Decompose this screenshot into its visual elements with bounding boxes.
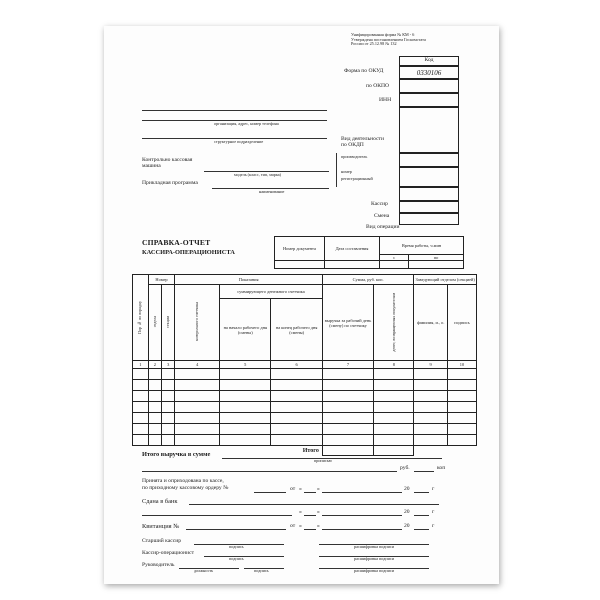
inn-cell[interactable] <box>399 93 459 107</box>
col-num: 3 <box>162 361 175 369</box>
signature-caption: подпись <box>229 544 244 549</box>
total-revenue-label: Итого выручка в сумме <box>142 451 211 458</box>
col-num: 7 <box>322 361 373 369</box>
manufacturer-cell[interactable] <box>399 153 459 167</box>
cashier-label: Кассир <box>371 201 388 207</box>
division-caption: структурное подразделение <box>214 139 264 144</box>
col-num: 1 <box>133 361 149 369</box>
bank-line[interactable] <box>189 504 439 505</box>
in-words-caption: прописью <box>314 458 332 463</box>
col-num: 8 <box>374 361 414 369</box>
bank-day-field[interactable] <box>304 515 316 516</box>
table-row[interactable] <box>133 391 477 402</box>
doc-date-header: Дата составления <box>325 237 380 261</box>
col-2-header: отдела <box>148 285 161 361</box>
rub-label: руб. <box>400 465 410 471</box>
okdp-label: Вид деятельности по ОКДП <box>341 136 384 149</box>
signature-caption-3: подпись <box>254 568 269 573</box>
inn-label: ИНН <box>379 97 392 103</box>
counters-header: суммирующего денежного счетчика <box>220 285 323 299</box>
receipt-year-suffix: г <box>432 523 435 529</box>
receipt-year-field[interactable] <box>414 529 429 530</box>
readings-header: Показания <box>175 275 322 285</box>
col-num: 5 <box>220 361 271 369</box>
col-num: 9 <box>414 361 448 369</box>
okud-label: Форма по ОКУД <box>344 68 384 74</box>
year-prefix: 20 <box>404 486 410 492</box>
table-row[interactable] <box>133 402 477 413</box>
from-label: от <box>290 486 296 492</box>
head-label: Руководитель <box>142 562 175 568</box>
col-8-header: денег, возвращенных покупателям <box>374 285 414 361</box>
year-suffix: г <box>432 486 435 492</box>
number-label: номер <box>341 169 352 174</box>
program-caption: наименование <box>259 189 285 194</box>
operation-cell[interactable] <box>399 213 459 225</box>
col-4-header: контрольного счетчика <box>175 285 220 361</box>
doc-number-cell[interactable] <box>275 261 325 269</box>
position-caption: должность <box>194 568 214 573</box>
total-revenue-line[interactable] <box>222 458 442 459</box>
column-numbers-row <box>133 361 477 369</box>
doc-info-table <box>274 236 464 269</box>
decoding-caption-2: расшифровка подписи <box>354 556 394 561</box>
accepted-label-1: Принята и оприходована по кассе, <box>142 478 224 484</box>
month-field[interactable] <box>322 492 402 493</box>
col-num: 4 <box>175 361 220 369</box>
col-10-header: подпись <box>447 285 476 361</box>
receipt-from-label: от <box>290 523 296 529</box>
from-cell[interactable] <box>380 261 409 269</box>
to-label: по <box>409 255 464 261</box>
manufacturer-label: производитель <box>341 154 368 159</box>
bank-line-2[interactable] <box>142 515 292 516</box>
bank-year-prefix: 20 <box>404 509 410 515</box>
decoding-caption: расшифровка подписи <box>354 544 394 549</box>
table-row[interactable] <box>133 369 477 380</box>
main-table <box>132 274 477 456</box>
org-line <box>142 110 327 111</box>
head-header: Заведующий отделом (секцией) <box>414 275 477 285</box>
doc-date-cell[interactable] <box>325 261 380 269</box>
col-9-header: фамилия, и., о. <box>414 285 448 361</box>
program-label: Прикладная программа <box>142 180 198 186</box>
bank-month-field[interactable] <box>322 515 402 516</box>
amount-words-line[interactable] <box>142 471 397 472</box>
signature-caption-2: подпись <box>229 556 244 561</box>
table-row[interactable] <box>133 424 477 435</box>
col-6-header: на конец рабочего дня (смены) <box>271 299 322 361</box>
divider <box>336 153 337 187</box>
table-row[interactable] <box>133 380 477 391</box>
col-5-header: на начало рабочего дня (смены) <box>220 299 271 361</box>
okpo-cell[interactable] <box>399 79 459 93</box>
total-label: Итого <box>302 447 319 454</box>
table-row[interactable] <box>133 413 477 424</box>
total-returned-cell[interactable] <box>374 446 414 456</box>
report-title: СПРАВКА-ОТЧЕТ <box>142 238 211 247</box>
receipt-line[interactable] <box>186 529 286 530</box>
kop-field[interactable] <box>414 471 434 472</box>
report-subtitle: КАССИРА-ОПЕРАЦИОНИСТА <box>142 249 235 256</box>
amount-header: Сумма, руб. коп. <box>322 275 414 285</box>
cashier-cell[interactable] <box>399 187 459 201</box>
col-7-header: выручка за рабочий день (смену) по счетчику <box>322 285 373 361</box>
cashier-operator-label: Кассир-операционист <box>142 550 195 556</box>
work-time-header: Время работы, ч.мин <box>380 237 464 255</box>
accepted-label-2: по приходному кассовому ордеру № <box>142 485 229 491</box>
org-caption: организация, адрес, номер телефона <box>214 121 279 126</box>
receipt-day-field[interactable] <box>304 529 316 530</box>
order-number-line[interactable] <box>254 492 286 493</box>
receipt-year-prefix: 20 <box>404 523 410 529</box>
bank-year-field[interactable] <box>414 515 429 516</box>
form-sheet: Унифицированная форма № КМ - 6 Утверждена постановлением Госкомстата России от 25.12.98 № 132 Код 0330106 Форма по ОКУД по ОКПО ИНН Вид деятельности по ОКДП производитель номер регистрационный Кассир Смена Вид операции организация, адрес, номер телефона структурное подразделение Контрольно кассовая машина модель (класс, тип, марка) Прикладная программа наименование СПРАВКА-ОТЧЕТ КАССИРА-ОПЕРАЦИОНИСТА Номер документа Дата составления Время работы, ч.мин с по Пор № по порядку Номер Показания Сумма, руб. коп. Заведующий отделом (секцией) отдела секции контрольного счетчика суммирующего денежного счетчика выручка за рабочий день (смену) по счетчику денег, возвращенных покупателям фамилия, и., о. подпись на начало рабочего дня (смены) на конец рабочего дня (смены) 1 2 3 4 5 6 7 8 9 10 Итого Итого выручка в сумме прописью руб. коп Принята и оприходована по кассе, по приходному кассовому ордеру № от « » 20 г Сдана в банк « » 20 г Квитанция № от « » 20 г Старший кассир подпись расшифровка подписи Кассир-операционист подпись расшифровка подписи Руководитель должность подпись расшифровка подписи <box>104 26 499 584</box>
reg-number-cell[interactable] <box>399 167 459 187</box>
col-num: 2 <box>148 361 161 369</box>
receipt-month-field[interactable] <box>322 529 402 530</box>
shift-cell[interactable] <box>399 201 459 213</box>
doc-number-header: Номер документа <box>275 237 325 261</box>
bank-year-suffix: г <box>432 509 435 515</box>
total-revenue-cell[interactable] <box>322 446 373 456</box>
section-header: Номер <box>148 275 175 285</box>
okud-value: 0330106 <box>399 66 459 79</box>
decoding-caption-3: расшифровка подписи <box>354 568 394 573</box>
day-field[interactable] <box>304 492 316 493</box>
year-field[interactable] <box>414 492 429 493</box>
okpo-label: по ОКПО <box>366 83 390 89</box>
shift-label: Смена <box>374 213 390 219</box>
bank-label: Сдана в банк <box>142 498 178 505</box>
reg-label: регистрационный <box>341 176 373 181</box>
table-row[interactable] <box>133 435 477 446</box>
operation-label: Вид операции <box>366 224 400 230</box>
col-3-header: секции <box>162 285 175 361</box>
okdp-cell[interactable] <box>399 107 459 153</box>
code-header: Код <box>399 56 459 66</box>
kkm-caption: модель (класс, тип, марка) <box>234 172 282 177</box>
kop-label: коп <box>437 465 446 471</box>
col-1-header: Пор № по порядку <box>133 275 149 361</box>
cashier-signature-line[interactable] <box>204 556 284 557</box>
receipt-label: Квитанция № <box>142 523 180 530</box>
to-cell[interactable] <box>409 261 464 269</box>
from-label: с <box>380 255 409 261</box>
col-num: 6 <box>271 361 322 369</box>
senior-cashier-label: Старший кассир <box>142 538 182 544</box>
col-num: 10 <box>447 361 476 369</box>
form-header: Унифицированная форма № КМ - 6 Утверждена постановлением Госкомстата России от 25.12.98 № 132 <box>351 32 426 47</box>
kkm-label: Контрольно кассовая машина <box>142 157 193 170</box>
